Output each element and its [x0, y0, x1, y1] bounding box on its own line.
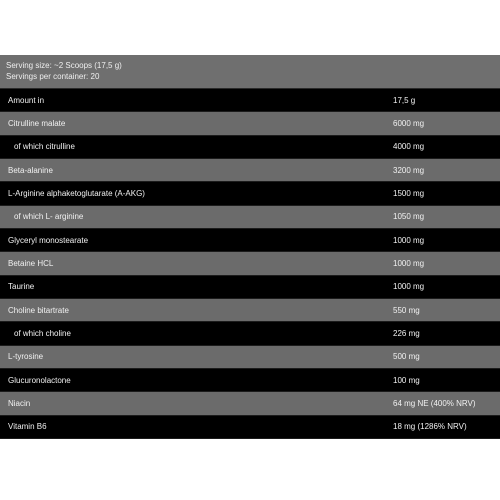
ingredient-name: Niacin — [8, 399, 31, 409]
ingredient-amount: 100 mg — [393, 375, 420, 385]
table-row — [0, 299, 500, 322]
ingredient-amount: 17,5 g — [393, 95, 416, 105]
ingredient-name: of which citrulline — [14, 142, 75, 152]
ingredient-name: L-Arginine alphaketoglutarate (A-AKG) — [8, 189, 145, 199]
table-row — [0, 322, 500, 345]
serving-size-text: Serving size: ~2 Scoops (17,5 g) — [6, 61, 122, 70]
table-row — [0, 392, 500, 415]
ingredient-amount: 64 mg NE (400% NRV) — [393, 399, 476, 409]
ingredient-name: Citrulline malate — [8, 119, 66, 129]
ingredient-name: of which choline — [14, 329, 71, 339]
ingredient-amount: 3200 mg — [393, 165, 425, 175]
ingredient-amount: 4000 mg — [393, 142, 425, 152]
ingredient-name: of which L- arginine — [14, 212, 84, 222]
ingredient-name: L-tyrosine — [8, 352, 44, 362]
ingredient-amount: 6000 mg — [393, 119, 425, 129]
ingredient-name: Betaine HCL — [8, 259, 54, 269]
ingredient-name: Glucuronolactone — [8, 375, 71, 385]
table-row — [0, 89, 500, 112]
nutrition-facts-table — [0, 55, 500, 446]
table-row — [0, 229, 500, 252]
ingredient-amount: 500 mg — [393, 352, 420, 362]
table-row — [0, 112, 500, 135]
servings-per-container-text: Servings per container: 20 — [6, 72, 100, 81]
ingredient-amount: 1000 mg — [393, 259, 425, 269]
ingredient-amount: 1500 mg — [393, 189, 425, 199]
ingredient-name: Amount in — [8, 95, 45, 105]
ingredient-amount: 18 mg (1286% NRV) — [393, 422, 467, 432]
ingredient-name: Taurine — [8, 282, 35, 292]
ingredient-amount: 1050 mg — [393, 212, 425, 222]
serving-info-header — [0, 55, 500, 89]
ingredient-amount: 550 mg — [393, 305, 420, 315]
table-row — [0, 252, 500, 275]
ingredient-name: Glyceryl monostearate — [8, 235, 89, 245]
table-row — [0, 159, 500, 182]
table-row — [0, 369, 500, 392]
table-row — [0, 136, 500, 159]
table-row — [0, 206, 500, 229]
table-row — [0, 416, 500, 439]
ingredient-name: Beta-alanine — [8, 165, 53, 175]
ingredient-amount: 1000 mg — [393, 235, 425, 245]
ingredient-amount: 226 mg — [393, 329, 420, 339]
table-row — [0, 276, 500, 299]
ingredient-name: Choline bitartrate — [8, 305, 69, 315]
ingredient-rows — [0, 89, 500, 439]
table-row — [0, 346, 500, 369]
ingredient-amount: 1000 mg — [393, 282, 425, 292]
table-row — [0, 182, 500, 205]
ingredient-name: Vitamin B6 — [8, 422, 47, 432]
